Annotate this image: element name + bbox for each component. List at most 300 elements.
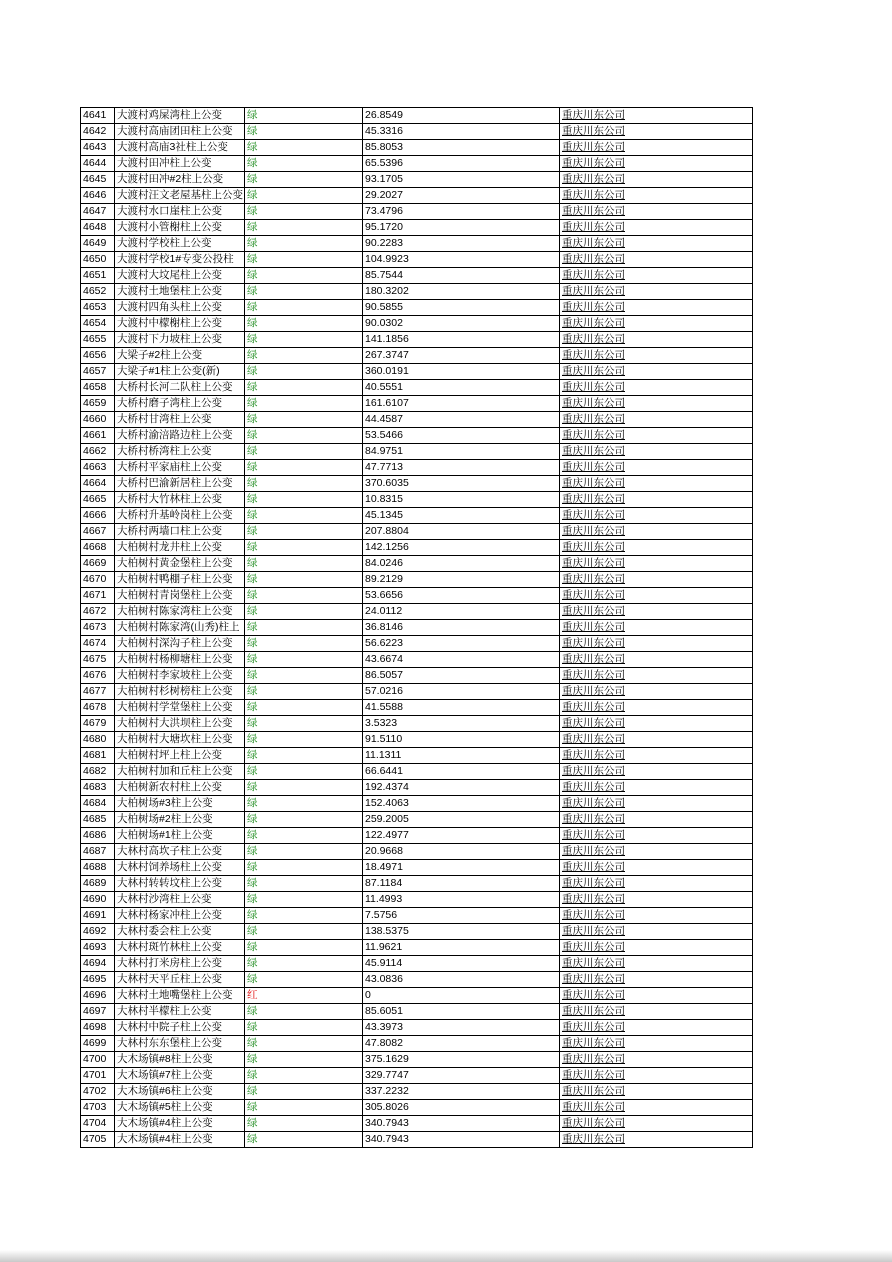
row-id-cell: 4694 bbox=[81, 956, 115, 972]
company-link[interactable]: 重庆川东公司 bbox=[562, 125, 625, 137]
row-id-cell: 4672 bbox=[81, 604, 115, 620]
name-cell: 大桥村渝涪路边柱上公变 bbox=[115, 428, 245, 444]
company-link[interactable]: 重庆川东公司 bbox=[562, 365, 625, 377]
company-cell[interactable] bbox=[560, 1100, 753, 1116]
company-cell[interactable] bbox=[560, 460, 753, 476]
company-link[interactable]: 重庆川东公司 bbox=[562, 573, 625, 585]
company-cell[interactable] bbox=[560, 412, 753, 428]
company-link[interactable]: 重庆川东公司 bbox=[562, 477, 625, 489]
company-link[interactable]: 重庆川东公司 bbox=[562, 861, 625, 873]
table-row bbox=[81, 892, 753, 908]
name-cell: 大渡村下力坡柱上公变 bbox=[115, 332, 245, 348]
status-cell: 绿 bbox=[245, 1068, 363, 1084]
table-row bbox=[81, 540, 753, 556]
name-cell: 大渡村小管榭柱上公变 bbox=[115, 220, 245, 236]
row-id-cell: 4663 bbox=[81, 460, 115, 476]
company-link[interactable]: 重庆川东公司 bbox=[562, 909, 625, 921]
value-cell: 90.2283 bbox=[363, 236, 560, 252]
table-row bbox=[81, 716, 753, 732]
table-row bbox=[81, 268, 753, 284]
status-cell: 绿 bbox=[245, 348, 363, 364]
row-id-cell: 4649 bbox=[81, 236, 115, 252]
company-cell[interactable] bbox=[560, 860, 753, 876]
table-row bbox=[81, 572, 753, 588]
name-cell: 大林村杨家冲柱上公变 bbox=[115, 908, 245, 924]
company-cell[interactable] bbox=[560, 108, 753, 124]
status-cell: 绿 bbox=[245, 172, 363, 188]
table-row bbox=[81, 172, 753, 188]
table-row bbox=[81, 1020, 753, 1036]
row-id-cell: 4697 bbox=[81, 1004, 115, 1020]
row-id-cell: 4644 bbox=[81, 156, 115, 172]
company-cell[interactable] bbox=[560, 316, 753, 332]
value-cell: 192.4374 bbox=[363, 780, 560, 796]
company-link[interactable]: 重庆川东公司 bbox=[562, 445, 625, 457]
value-cell: 47.8082 bbox=[363, 1036, 560, 1052]
row-id-cell: 4702 bbox=[81, 1084, 115, 1100]
table-row bbox=[81, 348, 753, 364]
company-link[interactable]: 重庆川东公司 bbox=[562, 845, 625, 857]
company-link[interactable]: 重庆川东公司 bbox=[562, 589, 625, 601]
company-cell[interactable] bbox=[560, 620, 753, 636]
company-link[interactable]: 重庆川东公司 bbox=[562, 173, 625, 185]
value-cell: 11.9621 bbox=[363, 940, 560, 956]
row-id-cell: 4696 bbox=[81, 988, 115, 1004]
table-row bbox=[81, 652, 753, 668]
company-link[interactable]: 重庆川东公司 bbox=[562, 109, 625, 121]
status-cell: 绿 bbox=[245, 812, 363, 828]
company-link[interactable]: 重庆川东公司 bbox=[562, 829, 625, 841]
company-cell[interactable] bbox=[560, 956, 753, 972]
status-cell: 绿 bbox=[245, 524, 363, 540]
value-cell: 53.5466 bbox=[363, 428, 560, 444]
status-cell: 绿 bbox=[245, 588, 363, 604]
company-cell[interactable] bbox=[560, 908, 753, 924]
row-id-cell: 4669 bbox=[81, 556, 115, 572]
name-cell: 大林村打米房柱上公变 bbox=[115, 956, 245, 972]
company-link[interactable]: 重庆川东公司 bbox=[562, 509, 625, 521]
value-cell: 142.1256 bbox=[363, 540, 560, 556]
status-cell: 绿 bbox=[245, 476, 363, 492]
company-link[interactable]: 重庆川东公司 bbox=[562, 1117, 625, 1129]
name-cell: 大桥村巴渝新居柱上公变 bbox=[115, 476, 245, 492]
status-cell: 红 bbox=[245, 988, 363, 1004]
table-row bbox=[81, 1084, 753, 1100]
company-cell[interactable] bbox=[560, 796, 753, 812]
row-id-cell: 4648 bbox=[81, 220, 115, 236]
value-cell: 138.5375 bbox=[363, 924, 560, 940]
status-cell: 绿 bbox=[245, 492, 363, 508]
name-cell: 大柏树村鸭棚子柱上公变 bbox=[115, 572, 245, 588]
row-id-cell: 4647 bbox=[81, 204, 115, 220]
status-cell: 绿 bbox=[245, 732, 363, 748]
company-cell[interactable] bbox=[560, 876, 753, 892]
value-cell: 267.3747 bbox=[363, 348, 560, 364]
company-cell[interactable] bbox=[560, 988, 753, 1004]
row-id-cell: 4671 bbox=[81, 588, 115, 604]
company-cell[interactable] bbox=[560, 524, 753, 540]
company-link[interactable]: 重庆川东公司 bbox=[562, 685, 625, 697]
company-cell[interactable] bbox=[560, 668, 753, 684]
company-cell[interactable] bbox=[560, 220, 753, 236]
company-cell[interactable] bbox=[560, 652, 753, 668]
table-row bbox=[81, 252, 753, 268]
name-cell: 大林村高坎子柱上公变 bbox=[115, 844, 245, 860]
company-cell[interactable] bbox=[560, 572, 753, 588]
company-cell[interactable] bbox=[560, 556, 753, 572]
value-cell: 66.6441 bbox=[363, 764, 560, 780]
value-cell: 45.3316 bbox=[363, 124, 560, 140]
company-cell[interactable] bbox=[560, 1068, 753, 1084]
company-cell[interactable] bbox=[560, 204, 753, 220]
company-cell[interactable] bbox=[560, 748, 753, 764]
status-cell: 绿 bbox=[245, 1084, 363, 1100]
name-cell: 大柏树村坪上柱上公变 bbox=[115, 748, 245, 764]
company-cell[interactable] bbox=[560, 1116, 753, 1132]
table-row bbox=[81, 1100, 753, 1116]
company-link[interactable]: 重庆川东公司 bbox=[562, 989, 625, 1001]
company-cell[interactable] bbox=[560, 924, 753, 940]
table-row bbox=[81, 508, 753, 524]
value-cell: 370.6035 bbox=[363, 476, 560, 492]
row-id-cell: 4693 bbox=[81, 940, 115, 956]
table-row bbox=[81, 1132, 753, 1148]
row-id-cell: 4642 bbox=[81, 124, 115, 140]
name-cell: 大木场镇#6柱上公变 bbox=[115, 1084, 245, 1100]
value-cell: 0 bbox=[363, 988, 560, 1004]
name-cell: 大林村委会柱上公变 bbox=[115, 924, 245, 940]
status-cell: 绿 bbox=[245, 940, 363, 956]
value-cell: 340.7943 bbox=[363, 1132, 560, 1148]
company-cell[interactable] bbox=[560, 972, 753, 988]
value-cell: 26.8549 bbox=[363, 108, 560, 124]
name-cell: 大柏树村龙井柱上公变 bbox=[115, 540, 245, 556]
company-cell[interactable] bbox=[560, 1052, 753, 1068]
value-cell: 90.0302 bbox=[363, 316, 560, 332]
company-cell[interactable] bbox=[560, 1036, 753, 1052]
company-link[interactable]: 重庆川东公司 bbox=[562, 1133, 625, 1145]
table-row bbox=[81, 764, 753, 780]
company-cell[interactable] bbox=[560, 188, 753, 204]
row-id-cell: 4686 bbox=[81, 828, 115, 844]
company-cell[interactable] bbox=[560, 444, 753, 460]
company-link[interactable]: 重庆川东公司 bbox=[562, 253, 625, 265]
company-link[interactable]: 重庆川东公司 bbox=[562, 749, 625, 761]
company-link[interactable]: 重庆川东公司 bbox=[562, 1037, 625, 1049]
name-cell: 大桥村磨子湾柱上公变 bbox=[115, 396, 245, 412]
company-cell[interactable] bbox=[560, 476, 753, 492]
row-id-cell: 4692 bbox=[81, 924, 115, 940]
row-id-cell: 4680 bbox=[81, 732, 115, 748]
company-cell[interactable] bbox=[560, 268, 753, 284]
status-cell: 绿 bbox=[245, 380, 363, 396]
company-link[interactable]: 重庆川东公司 bbox=[562, 925, 625, 937]
company-cell[interactable] bbox=[560, 1084, 753, 1100]
table-row bbox=[81, 620, 753, 636]
company-cell[interactable] bbox=[560, 604, 753, 620]
value-cell: 91.5110 bbox=[363, 732, 560, 748]
company-cell[interactable] bbox=[560, 252, 753, 268]
status-cell: 绿 bbox=[245, 1100, 363, 1116]
status-cell: 绿 bbox=[245, 108, 363, 124]
row-id-cell: 4661 bbox=[81, 428, 115, 444]
company-link[interactable]: 重庆川东公司 bbox=[562, 429, 625, 441]
company-link[interactable]: 重庆川东公司 bbox=[562, 285, 625, 297]
name-cell: 大柏树村青岗堡柱上公变 bbox=[115, 588, 245, 604]
name-cell: 大桥村两墙口柱上公变 bbox=[115, 524, 245, 540]
name-cell: 大桥村升基岭岗柱上公变 bbox=[115, 508, 245, 524]
value-cell: 86.5057 bbox=[363, 668, 560, 684]
row-id-cell: 4651 bbox=[81, 268, 115, 284]
company-cell[interactable] bbox=[560, 940, 753, 956]
company-link[interactable]: 重庆川东公司 bbox=[562, 413, 625, 425]
company-link[interactable]: 重庆川东公司 bbox=[562, 669, 625, 681]
name-cell: 大柏树村李家坡柱上公变 bbox=[115, 668, 245, 684]
company-link[interactable]: 重庆川东公司 bbox=[562, 653, 625, 665]
status-cell: 绿 bbox=[245, 716, 363, 732]
company-link[interactable]: 重庆川东公司 bbox=[562, 525, 625, 537]
name-cell: 大柏树村黄金堡柱上公变 bbox=[115, 556, 245, 572]
name-cell: 大柏树村大塘坎柱上公变 bbox=[115, 732, 245, 748]
company-cell[interactable] bbox=[560, 1132, 753, 1148]
company-cell[interactable] bbox=[560, 636, 753, 652]
company-link[interactable]: 重庆川东公司 bbox=[562, 1053, 625, 1065]
company-link[interactable]: 重庆川东公司 bbox=[562, 557, 625, 569]
status-cell: 绿 bbox=[245, 972, 363, 988]
company-cell[interactable] bbox=[560, 172, 753, 188]
value-cell: 53.6656 bbox=[363, 588, 560, 604]
value-cell: 24.0112 bbox=[363, 604, 560, 620]
value-cell: 305.8026 bbox=[363, 1100, 560, 1116]
company-cell[interactable] bbox=[560, 812, 753, 828]
row-id-cell: 4682 bbox=[81, 764, 115, 780]
row-id-cell: 4654 bbox=[81, 316, 115, 332]
company-link[interactable]: 重庆川东公司 bbox=[562, 973, 625, 985]
company-cell[interactable] bbox=[560, 1004, 753, 1020]
company-cell[interactable] bbox=[560, 284, 753, 300]
name-cell: 大林村天平丘柱上公变 bbox=[115, 972, 245, 988]
value-cell: 85.7544 bbox=[363, 268, 560, 284]
row-id-cell: 4657 bbox=[81, 364, 115, 380]
company-cell[interactable] bbox=[560, 716, 753, 732]
company-link[interactable]: 重庆川东公司 bbox=[562, 381, 625, 393]
row-id-cell: 4698 bbox=[81, 1020, 115, 1036]
company-cell[interactable] bbox=[560, 700, 753, 716]
row-id-cell: 4667 bbox=[81, 524, 115, 540]
company-link[interactable]: 重庆川东公司 bbox=[562, 1101, 625, 1113]
company-cell[interactable] bbox=[560, 892, 753, 908]
value-cell: 375.1629 bbox=[363, 1052, 560, 1068]
company-link[interactable]: 重庆川东公司 bbox=[562, 877, 625, 889]
table-row bbox=[81, 284, 753, 300]
company-link[interactable]: 重庆川东公司 bbox=[562, 637, 625, 649]
company-link[interactable]: 重庆川东公司 bbox=[562, 1021, 625, 1033]
row-id-cell: 4679 bbox=[81, 716, 115, 732]
company-link[interactable]: 重庆川东公司 bbox=[562, 781, 625, 793]
row-id-cell: 4641 bbox=[81, 108, 115, 124]
company-cell[interactable] bbox=[560, 156, 753, 172]
table-row bbox=[81, 636, 753, 652]
table-row bbox=[81, 444, 753, 460]
row-id-cell: 4704 bbox=[81, 1116, 115, 1132]
company-cell[interactable] bbox=[560, 380, 753, 396]
status-cell: 绿 bbox=[245, 204, 363, 220]
value-cell: 18.4971 bbox=[363, 860, 560, 876]
value-cell: 84.9751 bbox=[363, 444, 560, 460]
company-link[interactable]: 重庆川东公司 bbox=[562, 701, 625, 713]
company-cell[interactable] bbox=[560, 140, 753, 156]
status-cell: 绿 bbox=[245, 956, 363, 972]
company-link[interactable]: 重庆川东公司 bbox=[562, 765, 625, 777]
row-id-cell: 4691 bbox=[81, 908, 115, 924]
data-table bbox=[80, 107, 753, 1148]
company-link[interactable]: 重庆川东公司 bbox=[562, 269, 625, 281]
status-cell: 绿 bbox=[245, 540, 363, 556]
company-cell[interactable] bbox=[560, 348, 753, 364]
company-cell[interactable] bbox=[560, 396, 753, 412]
name-cell: 大木场镇#8柱上公变 bbox=[115, 1052, 245, 1068]
company-link[interactable]: 重庆川东公司 bbox=[562, 1085, 625, 1097]
row-id-cell: 4700 bbox=[81, 1052, 115, 1068]
status-cell: 绿 bbox=[245, 748, 363, 764]
company-link[interactable]: 重庆川东公司 bbox=[562, 1005, 625, 1017]
name-cell: 大柏树场#3柱上公变 bbox=[115, 796, 245, 812]
company-link[interactable]: 重庆川东公司 bbox=[562, 333, 625, 345]
company-link[interactable]: 重庆川东公司 bbox=[562, 317, 625, 329]
row-id-cell: 4653 bbox=[81, 300, 115, 316]
value-cell: 104.9923 bbox=[363, 252, 560, 268]
company-link[interactable]: 重庆川东公司 bbox=[562, 301, 625, 313]
table-row bbox=[81, 428, 753, 444]
row-id-cell: 4673 bbox=[81, 620, 115, 636]
value-cell: 180.3202 bbox=[363, 284, 560, 300]
name-cell: 大柏树场#2柱上公变 bbox=[115, 812, 245, 828]
company-link[interactable]: 重庆川东公司 bbox=[562, 797, 625, 809]
value-cell: 3.5323 bbox=[363, 716, 560, 732]
company-cell[interactable] bbox=[560, 828, 753, 844]
table-row bbox=[81, 300, 753, 316]
name-cell: 大柏树村深沟子柱上公变 bbox=[115, 636, 245, 652]
company-cell[interactable] bbox=[560, 236, 753, 252]
company-link[interactable]: 重庆川东公司 bbox=[562, 957, 625, 969]
company-cell[interactable] bbox=[560, 684, 753, 700]
company-cell[interactable] bbox=[560, 588, 753, 604]
value-cell: 47.7713 bbox=[363, 460, 560, 476]
company-link[interactable]: 重庆川东公司 bbox=[562, 733, 625, 745]
table-row bbox=[81, 796, 753, 812]
status-cell: 绿 bbox=[245, 284, 363, 300]
company-cell[interactable] bbox=[560, 764, 753, 780]
status-cell: 绿 bbox=[245, 828, 363, 844]
name-cell: 大柏树村大洪坝柱上公变 bbox=[115, 716, 245, 732]
company-cell[interactable] bbox=[560, 300, 753, 316]
name-cell: 大林村饲养场柱上公变 bbox=[115, 860, 245, 876]
company-link[interactable]: 重庆川东公司 bbox=[562, 397, 625, 409]
row-id-cell: 4684 bbox=[81, 796, 115, 812]
company-link[interactable]: 重庆川东公司 bbox=[562, 461, 625, 473]
name-cell: 大渡村学校1#专变公投柱 bbox=[115, 252, 245, 268]
company-link[interactable]: 重庆川东公司 bbox=[562, 349, 625, 361]
name-cell: 大木场镇#4柱上公变 bbox=[115, 1132, 245, 1148]
table-row bbox=[81, 156, 753, 172]
company-link[interactable]: 重庆川东公司 bbox=[562, 189, 625, 201]
company-link[interactable]: 重庆川东公司 bbox=[562, 237, 625, 249]
name-cell: 大渡村中檬榭柱上公变 bbox=[115, 316, 245, 332]
status-cell: 绿 bbox=[245, 332, 363, 348]
value-cell: 87.1184 bbox=[363, 876, 560, 892]
name-cell: 大柏树村杨柳塘柱上公变 bbox=[115, 652, 245, 668]
name-cell: 大林村斑竹林柱上公变 bbox=[115, 940, 245, 956]
company-cell[interactable] bbox=[560, 540, 753, 556]
company-link[interactable]: 重庆川东公司 bbox=[562, 541, 625, 553]
company-cell[interactable] bbox=[560, 508, 753, 524]
company-cell[interactable] bbox=[560, 428, 753, 444]
value-cell: 41.5588 bbox=[363, 700, 560, 716]
name-cell: 大桥村桥湾柱上公变 bbox=[115, 444, 245, 460]
row-id-cell: 4675 bbox=[81, 652, 115, 668]
company-link[interactable]: 重庆川东公司 bbox=[562, 141, 625, 153]
value-cell: 43.0836 bbox=[363, 972, 560, 988]
table-row bbox=[81, 108, 753, 124]
row-id-cell: 4681 bbox=[81, 748, 115, 764]
company-cell[interactable] bbox=[560, 844, 753, 860]
company-link[interactable]: 重庆川东公司 bbox=[562, 1069, 625, 1081]
company-link[interactable]: 重庆川东公司 bbox=[562, 893, 625, 905]
table-row bbox=[81, 780, 753, 796]
status-cell: 绿 bbox=[245, 620, 363, 636]
status-cell: 绿 bbox=[245, 684, 363, 700]
name-cell: 大柏树村陈家湾柱上公变 bbox=[115, 604, 245, 620]
company-cell[interactable] bbox=[560, 492, 753, 508]
company-link[interactable]: 重庆川东公司 bbox=[562, 621, 625, 633]
name-cell: 大渡村田冲#2柱上公变 bbox=[115, 172, 245, 188]
company-link[interactable]: 重庆川东公司 bbox=[562, 717, 625, 729]
company-link[interactable]: 重庆川东公司 bbox=[562, 157, 625, 169]
company-cell[interactable] bbox=[560, 1020, 753, 1036]
company-cell[interactable] bbox=[560, 732, 753, 748]
row-id-cell: 4643 bbox=[81, 140, 115, 156]
name-cell: 大渡村田冲柱上公变 bbox=[115, 156, 245, 172]
name-cell: 大林村转转坟柱上公变 bbox=[115, 876, 245, 892]
company-link[interactable]: 重庆川东公司 bbox=[562, 605, 625, 617]
company-cell[interactable] bbox=[560, 124, 753, 140]
row-id-cell: 4665 bbox=[81, 492, 115, 508]
table-row bbox=[81, 844, 753, 860]
value-cell: 360.0191 bbox=[363, 364, 560, 380]
table-row bbox=[81, 556, 753, 572]
company-link[interactable]: 重庆川东公司 bbox=[562, 813, 625, 825]
table-row bbox=[81, 1068, 753, 1084]
table-row bbox=[81, 876, 753, 892]
name-cell: 大渡村高庙团田柱上公变 bbox=[115, 124, 245, 140]
value-cell: 152.4063 bbox=[363, 796, 560, 812]
table-row bbox=[81, 236, 753, 252]
table-row bbox=[81, 748, 753, 764]
company-cell[interactable] bbox=[560, 332, 753, 348]
table-row bbox=[81, 460, 753, 476]
company-link[interactable]: 重庆川东公司 bbox=[562, 941, 625, 953]
table-row bbox=[81, 332, 753, 348]
company-link[interactable]: 重庆川东公司 bbox=[562, 493, 625, 505]
table-row bbox=[81, 316, 753, 332]
company-link[interactable]: 重庆川东公司 bbox=[562, 221, 625, 233]
company-link[interactable]: 重庆川东公司 bbox=[562, 205, 625, 217]
company-cell[interactable] bbox=[560, 364, 753, 380]
name-cell: 大桥村平家庙柱上公变 bbox=[115, 460, 245, 476]
status-cell: 绿 bbox=[245, 764, 363, 780]
status-cell: 绿 bbox=[245, 604, 363, 620]
company-cell[interactable] bbox=[560, 780, 753, 796]
